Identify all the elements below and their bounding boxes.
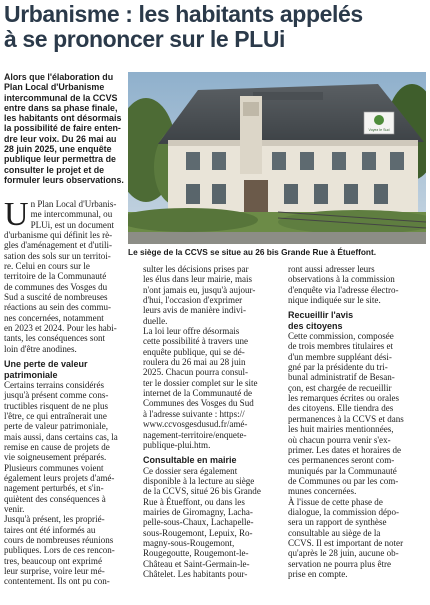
body-line: primer. Les dates et horaires de (288, 444, 402, 455)
body-line: perte de valeur patrimoniale, (4, 421, 108, 432)
body-line: Rue à Étueffont, ou dans les (143, 496, 245, 507)
drop-cap: U (4, 196, 29, 233)
headline (4, 2, 426, 52)
body-line: muniqués par la Communauté (288, 465, 397, 476)
body-line: de la CCVS, situé 26 bis Grande (143, 486, 261, 497)
body-line: sera un rapport de synthèse (288, 517, 387, 528)
body-line: territoire de la Communauté (4, 271, 107, 282)
body-line: d'hui, l'occasion d'exprimer (143, 295, 243, 306)
lead-line: Plan Local d'Urbanisme (4, 82, 105, 93)
body-line: La loi leur offre désormais (143, 326, 240, 337)
body-line: me intercommunal, ou (30, 209, 113, 220)
body-line: contentement. Ils ont pu con- (4, 576, 110, 587)
body-line: re. Celui en cours sur le (4, 261, 90, 272)
body-line: enquête publique, qui se dé- (143, 346, 245, 357)
body-line: nagement perturbés, et s'in- (4, 483, 104, 494)
body-line: venir. (4, 503, 25, 514)
lead-paragraph (4, 72, 122, 185)
body-line: publique-plui.htm. (143, 439, 211, 450)
body-line: munes concernées. (288, 486, 357, 497)
body-line: sous-Rougemont, Lepuix, Ro- (143, 527, 253, 538)
body-line: loin d'être anodines. (4, 343, 77, 354)
lead-line: entre dans sa phase finale, (4, 102, 118, 113)
body-line: consultable au siège de la (288, 527, 381, 538)
body-line: d'urbanisme qui définit les rè- (4, 230, 113, 241)
body-line: Plusieurs communes voient (4, 462, 104, 473)
body-line: vie soigneusement préparés. (4, 452, 107, 463)
body-line: également leurs projets d'amé- (4, 472, 115, 483)
body-line: ces permanences seront com- (288, 455, 395, 466)
body-line: tants, les conséquences sont (4, 333, 105, 344)
article-column-2 (143, 264, 281, 579)
body-line: taires ont été informés au (4, 524, 96, 535)
subheading: des citoyens (288, 320, 343, 331)
body-line: Château et Saint-Germain-le- (143, 558, 250, 569)
body-line: réactions au sein des commu- (4, 302, 112, 313)
ccvs-building-photo (128, 72, 426, 244)
body-line: les élus dans leur mairie, mais (143, 274, 253, 285)
body-line: nagement-territoire/enquete- (143, 429, 247, 440)
body-line: publiques. Lors de ces rencon- (4, 545, 115, 556)
lead-line: consulter le projet et de (4, 164, 105, 175)
body-line: nes concernées, notamment (4, 312, 104, 323)
body-line: n'ont jamais eu, jusqu'à aujour- (143, 284, 256, 295)
body-line: Ce dossier sera également (143, 465, 238, 476)
subheading: Recueillir l'avis (288, 310, 354, 321)
body-line: qu'après le 28 juin, aucune ob- (288, 548, 399, 559)
lead-line: intercommunal de la CCVS (4, 92, 118, 103)
body-line: de communes des Vosges du (4, 281, 108, 292)
body-line: çon, est chargée de recueillir (288, 382, 392, 393)
body-line: magny-sous-Rougemont, (143, 537, 235, 548)
lead-line: dre leur voix. Du 26 mai au (4, 133, 117, 144)
body-line: ront aussi adresser leurs (288, 264, 375, 274)
body-line: remise en cause de projets de (4, 441, 110, 452)
body-line: mairies de Giromagny, Lacha- (143, 506, 253, 517)
body-line: Cette commission, composée (288, 331, 394, 342)
body-line: d'enquête via l'adresse électro- (288, 284, 399, 295)
body-line: prise en compte. (288, 568, 348, 579)
body-line: CCVS. Il est important de noter (288, 537, 404, 548)
lead-line: formuler leurs observations. (4, 174, 124, 185)
body-line: quiètent des conséquences à (4, 493, 106, 504)
body-line: À l'issue de cette phase de (288, 496, 383, 507)
body-line: tructibles risquent de ne plus (4, 400, 109, 411)
body-line: n Plan Local d'Urbanis- (30, 199, 117, 209)
body-line: cette possibilité à travers une (143, 336, 249, 347)
body-line: Jusqu'à présent, les proprié- (4, 514, 105, 525)
body-line: d'un membre suppléant dési- (288, 351, 392, 362)
subheading: Consultable en mairie (143, 455, 237, 466)
photo-caption: Le siège de la CCVS se situe au 26 bis Grande Rue à Étueffont. (128, 247, 377, 257)
body-line: leurs avis de manière indivi- (143, 305, 247, 316)
body-line: jusqu'à présent comme cons- (4, 390, 109, 401)
body-line: Sud a suscité de nombreuses (4, 292, 108, 303)
headline-line-1: Urbanisme : les habitants appelés (4, 1, 363, 27)
body-line: Certains terrains considérés (4, 379, 104, 390)
lead-line: la possibilité de faire enten- (4, 123, 121, 134)
body-line: servation ne pourra plus être (288, 558, 391, 569)
body-line: sulter les décisions prises par (143, 264, 249, 274)
body-line: de trois membres titulaires et (288, 341, 394, 352)
body-line: les huit mairies mentionnées, (288, 424, 394, 435)
body-line: bunal administratif de Besan- (288, 372, 395, 383)
body-line: 2025. Chacun pourra consul- (143, 367, 249, 378)
body-line: permanences à la CCVS et dans (288, 413, 404, 424)
body-line: l'être, ce qui entraînerait une (4, 410, 107, 421)
lead-line: 28 juin 2025, une enquête (4, 144, 112, 155)
body-line: Châtelet. Les habitants pour- (143, 568, 248, 579)
article-column-1 (4, 196, 122, 587)
body-line: observations à la commission (288, 274, 395, 285)
body-line: PLUi, est un document (30, 219, 114, 230)
body-line: Communes des Vosges du Sud (143, 398, 254, 409)
body-line: en 2023 et 2024. Pour les habi- (4, 323, 117, 334)
body-line: nique indiquée sur le site. (288, 295, 381, 306)
lead-line: les habitants ont désormais (4, 113, 122, 124)
subheading: Une perte de valeur (4, 359, 88, 370)
body-line: duelle. (143, 315, 168, 326)
body-line: des citoyens. Elle tiendra des (288, 403, 394, 414)
body-line: gné par la présidente du tri- (288, 362, 388, 373)
body-line: internet de la Communauté de (143, 388, 253, 399)
lead-line: publique leur permettra de (4, 154, 116, 165)
body-line: où chacun pourra venir s'ex- (288, 434, 391, 445)
building-illustration (128, 72, 426, 244)
body-line: cours de nombreuses réunions (4, 535, 114, 545)
body-line: roulera du 26 mai au 28 juin (143, 357, 246, 368)
body-line: sation des sols sur un territoi- (4, 250, 111, 261)
body-line: www.ccvosgesdusud.fr/amé- (143, 419, 248, 430)
body-line: de Communes ou par les com- (288, 475, 399, 486)
body-line: mais aussi, dans certains cas, la (4, 431, 118, 442)
body-line: pelle-sous-Chaux, Lachapelle- (143, 517, 254, 528)
photo-sign-text: Voyez le Sud (368, 128, 390, 132)
body-line: ter le dossier complet sur le site (143, 377, 258, 388)
article-column-3 (288, 264, 426, 579)
body-line: leur surprise, voire leur mé- (4, 566, 105, 577)
body-line: gles d'aménagement et d'utili- (4, 240, 113, 251)
subheading: patrimoniale (4, 369, 58, 380)
body-line: tres, beaucoup ont exprimé (4, 555, 102, 566)
headline-line-2: à se prononcer sur le PLUi (4, 26, 286, 52)
body-line: les remarques écrites ou orales (288, 393, 400, 404)
body-line: Rougegoutte, Rougemont-le- (143, 548, 249, 559)
body-line: à l'adresse suivante : https:// (143, 408, 245, 419)
body-line: dialogue, la commission dépo- (288, 506, 400, 517)
lead-line: Alors que l'élaboration du (4, 72, 114, 82)
body-line: disponible à la lecture au siège (143, 475, 255, 486)
